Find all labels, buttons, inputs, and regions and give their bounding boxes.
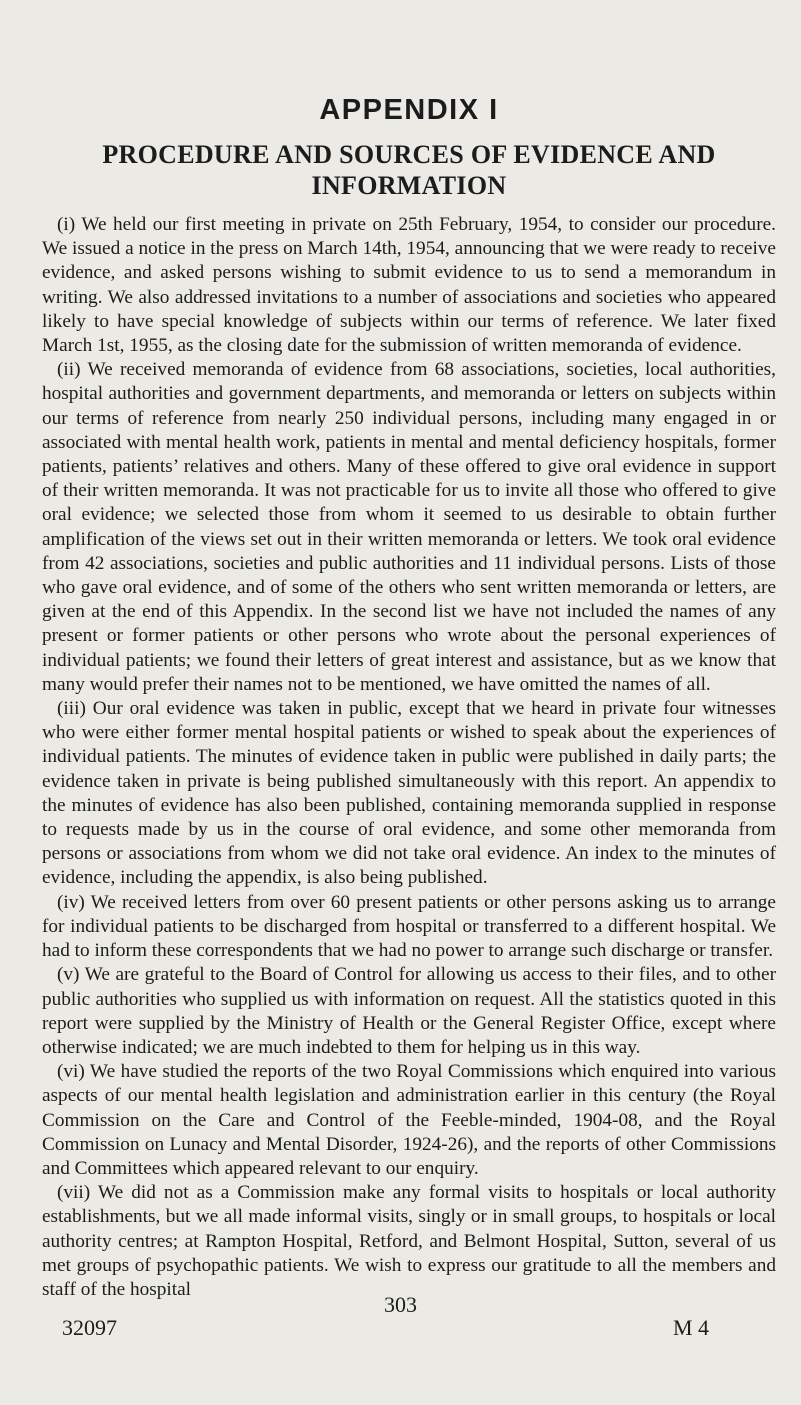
signature-mark: M 4 bbox=[673, 1315, 710, 1340]
paragraph-i: (i) We held our first meeting in private on 25th February, 1954, to consider our procedure. We issued a notice in the press on March 14th, 1954, announcing that we were ready to receive evidence, and asked persons wishing to submit evidence to us to send a memorandum in writing. We also addressed invitations to a number of associations and societies who appeared likely to have special knowledge of subjects within our terms of reference. We later fixed March 1st, 1955, as the closing date for the submission of written memoranda of evidence. bbox=[42, 214, 776, 357]
page-footer bbox=[0, 1293, 801, 1353]
body-text bbox=[42, 213, 776, 1302]
paragraph-v: (v) We are grateful to the Board of Control for allowing us access to their files, and to other public authorities who supplied us with information on request. All the statistics quoted in this report were supplied by the Ministry of Health or the General Register Office, except where otherwise indicated; we are much indebted to them for helping us in this way. bbox=[42, 964, 776, 1058]
section-title: PROCEDURE AND SOURCES OF EVIDENCE AND INFORMATION bbox=[102, 140, 716, 200]
print-reference: 32097 bbox=[62, 1315, 117, 1340]
paragraph-ii: (ii) We received memoranda of evidence from 68 associations, societies, local authorities, hospital authorities and government departments, and memoranda or letters on subjects within our terms of reference from nearly 250 individual persons, including many engaged in or associated with mental health work, patients in mental and mental deficiency hospitals, former patients, patients’ relatives and others. Many of these offered to give oral evidence in support of their written memoranda. It was not practicable for us to invite all those who offered to give oral evidence; we selected those from whom it seemed to us desirable to obtain further amplification of the views set out in their written memoranda or letters. We took oral evidence from 42 associations, societies and public authorities and 11 individual persons. Lists of those who gave oral evidence, and of some of the others who sent written memoranda or letters, are given at the end of this Appendix. In the second list we have not included the names of any present or former patients or other persons who wrote about the personal experiences of individual patients; we found their letters of great interest and assistance, but as we know that many would prefer their names not to be mentioned, we have omitted the names of all. bbox=[42, 359, 776, 695]
page-number: 303 bbox=[384, 1292, 417, 1317]
paragraph-vi: (vi) We have studied the reports of the two Royal Commissions which enquired into various aspects of our mental health legislation and administration earlier in this century (the Royal Commission on the Care and Control of the Feeble-minded, 1904-08, and the Royal Commission on Lunacy and Mental Disorder, 1924-26), and the reports of other Commissions and Committees which appeared relevant to our enquiry. bbox=[42, 1061, 776, 1179]
paragraph-vii: (vii) We did not as a Commission make any formal visits to hospitals or local authority establishments, but we all made informal visits, singly or in small groups, to hospitals or local authority centres; at Rampton Hospital, Retford, and Belmont Hospital, Sutton, several of us met groups of psychopathic patients. We wish to express our gratitude to all the members and staff of the hospital bbox=[42, 1182, 776, 1300]
appendix-heading: APPENDIX I bbox=[319, 94, 499, 126]
paragraph-iii: (iii) Our oral evidence was taken in public, except that we heard in private four witnesses who were either former mental hospital patients or wished to speak about the experiences of individual patients. The minutes of evidence taken in public were published in daily parts; the evidence taken in private is being published simultaneously with this report. An appendix to the minutes of evidence has also been published, containing memoranda supplied in response to requests made by us in the course of oral evidence, and some other memoranda from persons or associations from whom we did not take oral evidence. An index to the minutes of evidence, including the appendix, is also being published. bbox=[42, 698, 776, 889]
paragraph-iv: (iv) We received letters from over 60 present patients or other persons asking us to arrange for individual patients to be discharged from hospital or transferred to a different hospital. We had to inform these correspondents that we had no power to arrange such discharge or transfer. bbox=[42, 891, 776, 962]
